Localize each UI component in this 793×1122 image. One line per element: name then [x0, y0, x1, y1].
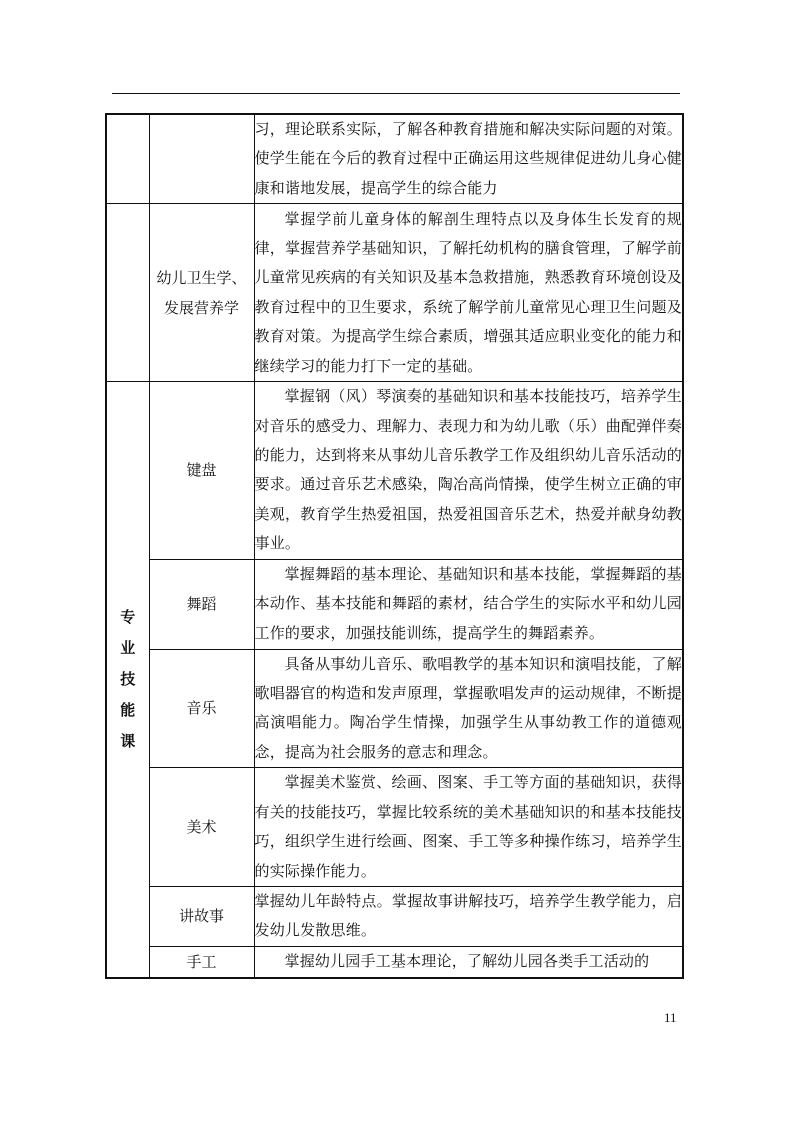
course-description-text: 掌握幼儿园手工基本理论，了解幼儿园各类手工活动的 — [284, 952, 650, 971]
course-name: 舞蹈 — [149, 559, 254, 649]
page-number: 11 — [664, 1010, 677, 1025]
course-description — [254, 382, 683, 559]
course-name: 美术 — [149, 768, 254, 887]
category-cell — [106, 204, 149, 382]
table-row — [106, 649, 683, 768]
category-char: 能 — [120, 701, 136, 720]
course-description — [254, 768, 683, 887]
course-description-text: 掌握舞蹈的基本理论、基础知识和基本技能，掌握舞蹈的基本动作、基本技能和舞蹈的素材，结合学生的实际水平和幼儿园工作的要求，加强技能训练，提高学生的舞蹈素养。 — [254, 565, 682, 642]
table-row — [106, 204, 683, 382]
course-name-cell — [149, 114, 254, 204]
course-description — [254, 946, 683, 978]
course-name: 讲故事 — [149, 886, 254, 946]
course-description — [254, 559, 683, 649]
course-name: 手工 — [149, 946, 254, 978]
category-professional-skills — [106, 382, 149, 978]
category-char: 技 — [120, 670, 136, 689]
course-description — [254, 649, 683, 768]
header-rule — [112, 93, 680, 94]
course-name: 键盘 — [149, 382, 254, 559]
course-description — [254, 886, 683, 946]
course-name: 幼儿卫生学、发展营养学 — [149, 204, 254, 382]
course-description-text: 掌握美术鉴赏、绘画、图案、手工等方面的基础知识，获得有关的技能技巧，掌握比较系统的美术基础知识的和基本技能技巧，组织学生进行绘画、图案、手工等多种操作练习，培养学生的实际操作能力。 — [254, 773, 682, 880]
table-row — [106, 886, 683, 946]
course-description-text: 掌握幼儿年龄特点。掌握故事讲解技巧，培养学生教学能力，启发幼儿发散思维。 — [254, 892, 682, 940]
table-row — [106, 382, 683, 559]
category-char: 专 — [120, 608, 136, 627]
course-description-text: 具备从事幼儿音乐、歌唱教学的基本知识和演唱技能，了解歌唱器官的构造和发声原理，掌握歌唱发声的运动规律，不断提高演唱能力。陶冶学生情操，加强学生从事幼教工作的道德观念，提高为社会服务的意志和理念。 — [254, 654, 682, 761]
category-char: 课 — [120, 732, 136, 751]
table-row — [106, 114, 683, 204]
course-description-text: 掌握钢（风）琴演奏的基础知识和基本技能技巧，培养学生对音乐的感受力、理解力、表现力和为幼儿歌（乐）曲配弹伴奏的能力，达到将来从事幼儿音乐教学工作及组织幼儿音乐活动的要求。通过音乐艺术感染，陶冶高尚情操，使学生树立正确的审美观，教育学生热爱祖国，热爱祖国音乐艺术，热爱并献身幼教事业。 — [254, 387, 682, 553]
course-description-text: 掌握学前儿童身体的解剖生理特点以及身体生长发育的规律，掌握营养学基础知识，了解托幼机构的膳食管理，了解学前儿童常见疾病的有关知识及基本急救措施，熟悉教育环境创设及教育过程中的卫生要求，系统了解学前儿童常见心理卫生问题及教育对策。为提高学生综合素质，增强其适应职业变化的能力和继续学习的能力打下一定的基础。 — [254, 209, 682, 375]
table-row — [106, 768, 683, 887]
course-description — [254, 204, 683, 382]
category-cell — [106, 114, 149, 204]
category-char: 业 — [120, 639, 136, 658]
course-description-text: 习，理论联系实际，了解各种教育措施和解决实际问题的对策。使学生能在今后的教育过程中正确运用这些规律促进幼儿身心健康和谐地发展，提高学生的综合能力 — [254, 120, 682, 197]
table-row — [106, 559, 683, 649]
table-row — [106, 946, 683, 978]
course-name: 音乐 — [149, 649, 254, 768]
course-table — [105, 113, 684, 979]
course-description — [254, 114, 683, 204]
